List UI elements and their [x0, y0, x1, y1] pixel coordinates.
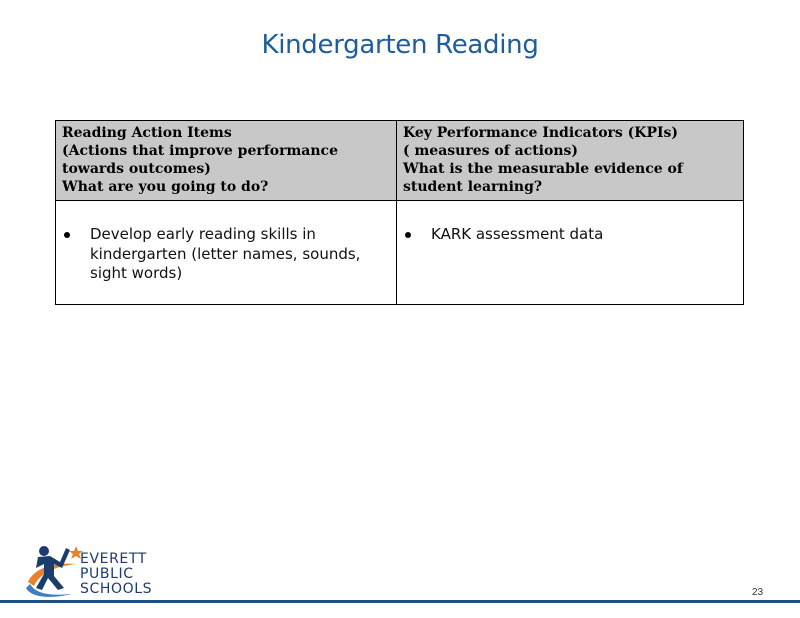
- header-line: What is the measurable evidence of: [403, 161, 683, 177]
- logo-line: PUBLIC: [80, 566, 134, 582]
- kpi-cell: [397, 201, 744, 305]
- header-kpis: [397, 121, 744, 201]
- header-line: (Actions that improve performance: [62, 143, 338, 159]
- action-items-cell: [56, 201, 397, 305]
- header-line: student learning?: [403, 179, 543, 195]
- logo-wordmark: [80, 552, 152, 597]
- list-item: [405, 225, 733, 245]
- table-header-row: [56, 121, 744, 201]
- header-line: Key Performance Indicators (KPIs): [403, 125, 679, 141]
- kpi-table: [55, 120, 744, 305]
- bullet-icon: [64, 232, 70, 238]
- header-line: ( measures of actions): [403, 143, 579, 159]
- header-line: towards outcomes): [62, 161, 211, 177]
- logo-line: EVERETT: [80, 551, 147, 567]
- action-item-text: Develop early reading skills in kindergarten (letter names, sounds, sight words): [90, 225, 361, 282]
- list-item: [64, 225, 386, 284]
- header-line: What are you going to do?: [62, 179, 269, 195]
- slide-title: Kindergarten Reading: [261, 30, 539, 60]
- header-line: Reading Action Items: [62, 125, 232, 141]
- table-row: [56, 201, 744, 305]
- kpi-text: KARK assessment data: [431, 225, 604, 243]
- header-action-items: [56, 121, 397, 201]
- page-number: 23: [752, 587, 764, 598]
- bullet-icon: [405, 232, 411, 238]
- footer-divider: [0, 600, 800, 603]
- logo-line: SCHOOLS: [80, 581, 153, 597]
